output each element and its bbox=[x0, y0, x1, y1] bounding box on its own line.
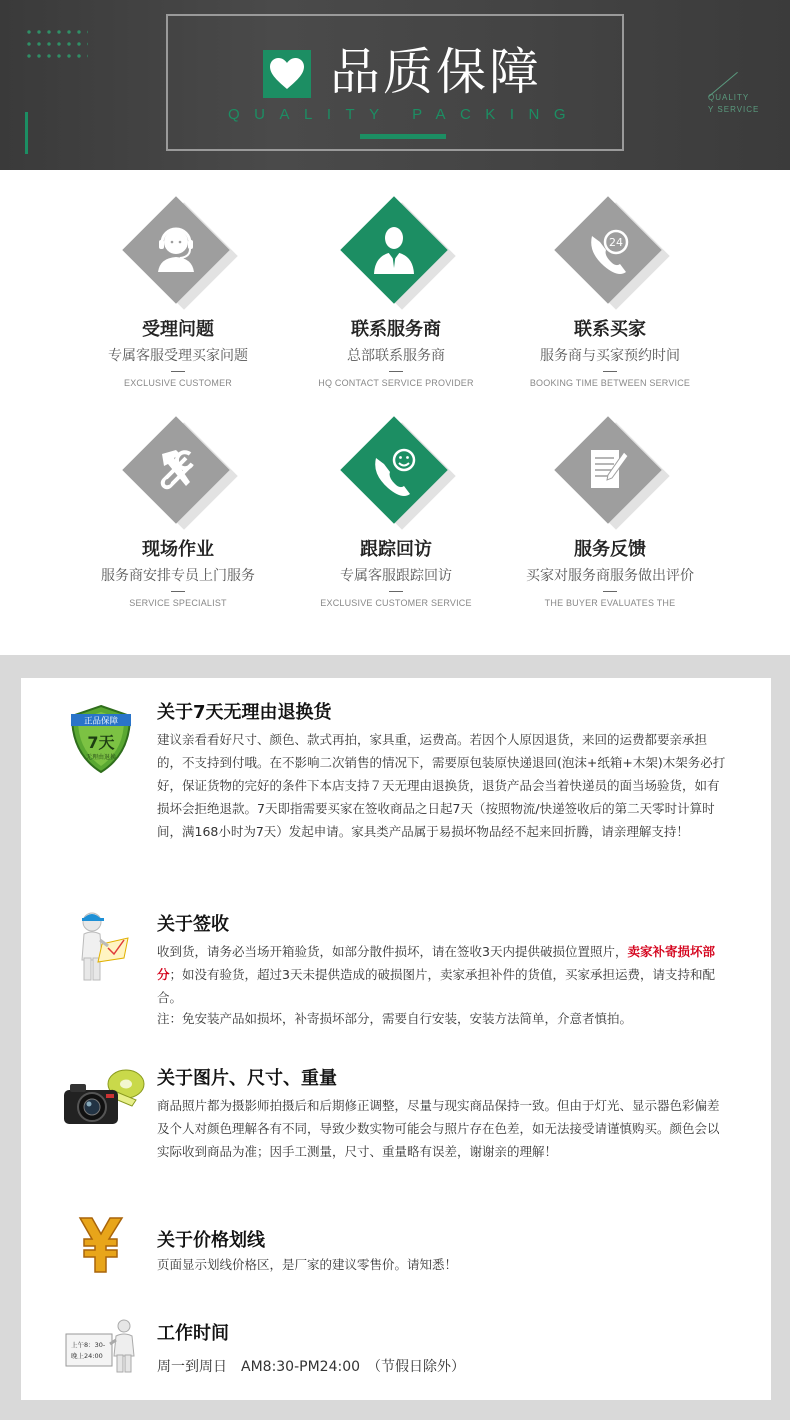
service-item-onsite bbox=[63, 416, 293, 608]
service-item-contact-provider bbox=[281, 196, 511, 388]
divider bbox=[171, 591, 185, 592]
worker-clipboard-icon bbox=[72, 908, 138, 990]
sign-body-text: 收到货，请务必当场开箱验货，如部分散件损坏，请在签收3天内提供破损位置照片， bbox=[157, 944, 628, 959]
svg-text:7天: 7天 bbox=[87, 733, 115, 752]
svg-text:正品保障: 正品保障 bbox=[83, 716, 119, 727]
service-name: 跟踪回访 bbox=[360, 539, 432, 560]
headset-agent-icon bbox=[142, 216, 210, 284]
delivery-sign-body bbox=[157, 940, 727, 1009]
banner-subtitle: QUALITY PACKING bbox=[228, 106, 580, 123]
price-body: 页面显示划线价格区，是厂家的建议零售价。请知悉！ bbox=[157, 1257, 458, 1272]
phone-smile-icon bbox=[360, 436, 428, 504]
service-desc: 服务商安排专员上门服务 bbox=[101, 568, 255, 584]
dot-grid-decoration bbox=[24, 26, 88, 66]
green-bar-decoration bbox=[25, 112, 28, 154]
banner-title: 品质保障 bbox=[330, 43, 542, 101]
corner-text-line-1: QUALITY bbox=[708, 93, 750, 102]
quality-banner bbox=[0, 0, 790, 170]
divider bbox=[603, 371, 617, 372]
return-policy-section bbox=[157, 701, 727, 843]
svg-text:无理由退换: 无理由退换 bbox=[85, 754, 117, 761]
return-policy-heading: 关于7天无理由退换货 bbox=[157, 702, 332, 723]
delivery-sign-heading: 关于签收 bbox=[157, 914, 229, 935]
service-desc: 总部联系服务商 bbox=[347, 348, 445, 364]
sign-body-highlight: 卖家补寄损坏部分 bbox=[157, 944, 715, 982]
service-item-contact-buyer bbox=[495, 196, 725, 388]
businessman-icon bbox=[360, 216, 428, 284]
working-hours-section bbox=[157, 1322, 727, 1376]
photo-size-body: 商品照片都为摄影师拍摄后和后期修正调整，尽量与现实商品保持一致。但由于灯光、显示器色彩偏差及个人对颜色理解各有不同，导致少数实物可能会与照片存在色差，如无法接受请谨慎购买。颜色会以实际收到商品为准；因手工测量，尺寸、重量略有误差，谢谢亲的理解！ bbox=[157, 1098, 720, 1159]
service-name: 联系服务商 bbox=[351, 319, 441, 340]
service-name: 服务反馈 bbox=[574, 539, 646, 560]
service-eng: BOOKING TIME BETWEEN SERVICE bbox=[529, 378, 691, 388]
delivery-sign-note: 注：免安装产品如损坏，补寄损坏部分，需要自行安装，安装方法简单，介意者慎拍。 bbox=[157, 1011, 633, 1026]
service-item-follow-up bbox=[281, 416, 511, 608]
camera-tape-icon bbox=[60, 1064, 150, 1130]
service-name: 联系买家 bbox=[574, 319, 646, 340]
price-section bbox=[157, 1229, 727, 1276]
service-eng: HQ CONTACT SERVICE PROVIDER bbox=[318, 378, 474, 388]
service-desc: 买家对服务商服务做出评价 bbox=[526, 568, 694, 584]
svg-text:晚上24:00: 晚上24:00 bbox=[71, 1352, 103, 1360]
divider bbox=[171, 371, 185, 372]
return-policy-body: 建议亲看看好尺寸、颜色、款式再拍，家具重，运费高。若因个人原因退货，来回的运费都要亲承担的，不支持到付哦。在不影响二次销售的情况下，需要原包装原快递退回(泡沫+纸箱+木架)木架务必打好，保证货物的完好的条件下本店支持７天无理由退换货，退货产品会当着快递员的面当场验货，如有损坏会拒绝退款。7天即指需要买家在签收商品之日起7天（按照物流/快递签收后的第二天零时计算时间，满168小时为7天）发起申请。家具类产品属于易损坏物品经不起来回折腾，请亲理解支持！ bbox=[157, 732, 726, 839]
price-heading: 关于价格划线 bbox=[157, 1230, 265, 1251]
service-eng: EXCLUSIVE CUSTOMER bbox=[124, 378, 232, 388]
corner-text-line-2: Y SERVICE bbox=[708, 105, 760, 114]
working-hours-heading: 工作时间 bbox=[157, 1323, 229, 1344]
service-desc: 专属客服跟踪回访 bbox=[340, 568, 452, 584]
service-name: 现场作业 bbox=[142, 539, 214, 560]
banner-corner-text bbox=[708, 92, 759, 116]
service-item-feedback bbox=[495, 416, 725, 608]
service-eng: THE BUYER EVALUATES THE bbox=[544, 598, 676, 608]
delivery-sign-section bbox=[157, 913, 727, 1029]
service-name: 受理问题 bbox=[142, 319, 214, 340]
service-desc: 服务商与买家预约时间 bbox=[540, 348, 680, 364]
working-hours-body: 周一到周日 AM8:30-PM24:00 （节假日除外） bbox=[157, 1359, 466, 1375]
hammer-wrench-icon bbox=[142, 436, 210, 504]
divider bbox=[389, 371, 403, 372]
svg-text:上午8：30-: 上午8：30- bbox=[71, 1341, 106, 1349]
service-desc: 专属客服受理买家问题 bbox=[108, 348, 248, 364]
service-eng: SERVICE SPECIALIST bbox=[129, 598, 227, 608]
divider bbox=[603, 591, 617, 592]
service-item-accept bbox=[63, 196, 293, 388]
person-signboard-icon bbox=[64, 1318, 142, 1374]
photo-size-section bbox=[157, 1067, 727, 1163]
phone-24-icon bbox=[574, 216, 642, 284]
shield-badge-icon bbox=[68, 704, 134, 774]
divider bbox=[389, 591, 403, 592]
banner-underline bbox=[360, 134, 446, 139]
sign-body-text-end: ；如没有验货，超过3天未提供造成的破损图片，卖家承担补件的货值，买家承担运费，请支持和配合。 bbox=[157, 967, 715, 1005]
photo-size-heading: 关于图片、尺寸、重量 bbox=[157, 1068, 337, 1089]
notepad-pen-icon bbox=[574, 436, 642, 504]
service-eng: EXCLUSIVE CUSTOMER SERVICE bbox=[320, 598, 472, 608]
heart-icon bbox=[263, 50, 311, 98]
yen-icon bbox=[78, 1216, 124, 1274]
svg-text:24: 24 bbox=[609, 236, 623, 249]
